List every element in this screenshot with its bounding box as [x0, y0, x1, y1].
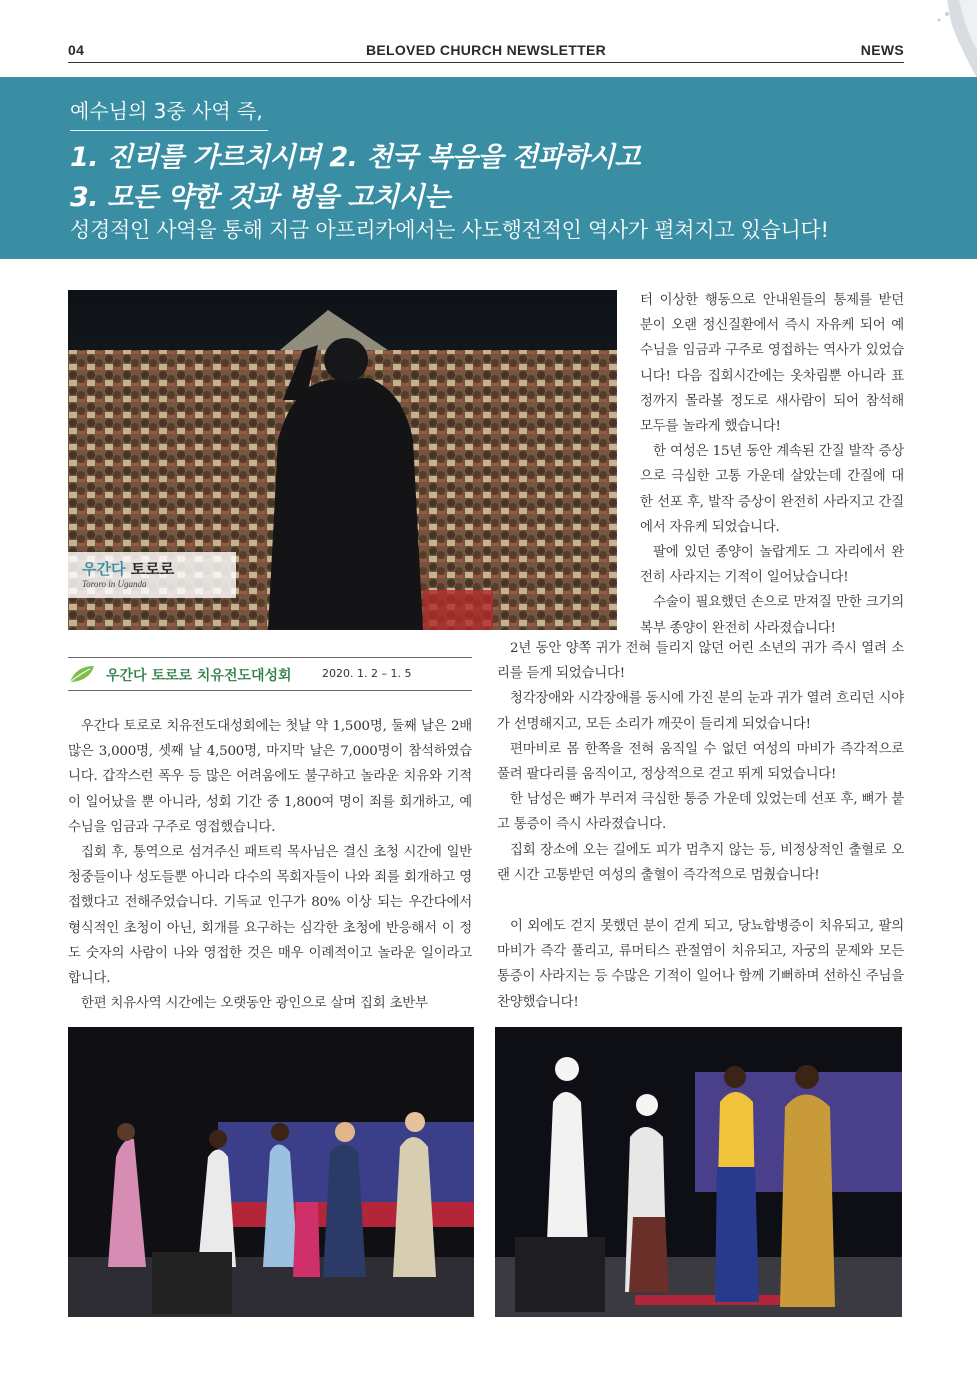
article-text-left — [68, 714, 472, 1016]
paragraph: 한 남성은 뼈가 부러져 극심한 통증 가운데 있었는데 선포 후, 뼈가 붙고 통증이 즉시 사라졌습니다. — [497, 792, 904, 833]
page-number: 04 — [68, 42, 85, 58]
paragraph: 집회 후, 통역으로 섬겨주신 패트릭 목사님은 결신 초청 시간에 일반 청중들이나 성도들뿐 아니라 다수의 목회자들이 나와 죄를 회개하고 영접했다고 전해주었습니다. 기독교 인구가 80% 이상 되는 우간다에서 형식적인 초청이 아닌, 회개를 요구하는 심각한 초청에 반응해서 이 정도 숫자의 사람이 나와 영접한 것은 매우 이례적이고 놀라운 일이라고 합니다. — [68, 845, 472, 987]
paragraph: 한편 치유사역 시간에는 오랫동안 광인으로 살며 집회 초반부 — [81, 996, 428, 1012]
event-title: 우간다 토로로 치유전도대성회 — [106, 668, 292, 684]
paragraph: 팔에 있던 종양이 놀랍게도 그 자리에서 완전히 사라지는 기적이 일어났습니다! — [640, 545, 904, 586]
newsletter-title: BELOVED CHURCH NEWSLETTER — [365, 42, 607, 58]
headline-banner — [0, 77, 977, 259]
paragraph: 편마비로 몸 한쪽을 전혀 움직일 수 없던 여성의 마비가 즉각적으로 풀려 팔다리를 움직이고, 정상적으로 걷고 뛰게 되었습니다! — [497, 741, 904, 783]
article-text-right-top — [640, 288, 904, 641]
article-text-right-final — [497, 914, 904, 1015]
banner-headline-2: 3. 모든 약한 것과 병을 고치시는 — [70, 182, 450, 213]
stage-photo-right — [495, 1027, 902, 1317]
paragraph: 2년 동안 양쪽 귀가 전혀 들리지 않던 어린 소년의 귀가 즉시 열려 소리를 듣게 되었습니다! — [497, 641, 904, 682]
paragraph: 이 외에도 걷지 못했던 분이 걷게 되고, 당뇨합병증이 치유되고, 팔의 마비가 즉각 풀리고, 류머티스 관절염이 치유되고, 자궁의 문제와 모든 통증이 사라지는 등 수많은 기적이 일어나 함께 기뻐하며 선하신 주님을 찬양했습니다! — [497, 919, 904, 1010]
stage-image-left — [68, 1027, 474, 1317]
stage-photo-left — [68, 1027, 474, 1317]
paragraph: 청각장애와 시각장애를 동시에 가진 분의 눈과 귀가 열려 흐리던 시야가 선명해지고, 모든 소리가 깨끗이 들리게 되었습니다! — [497, 691, 904, 732]
paragraph: 우간다 토로로 치유전도대성회에는 첫날 약 1,500명, 둘째 날은 2배 많은 3,000명, 셋째 날 4,500명, 마지막 날은 7,000명이 참석하였습니다. 갑작스런 폭우 등 많은 어려움에도 불구하고 놀라운 치유와 기적이 일어났을 뿐 아니라, 성회 기간 중 1,800여 명이 죄를 회개하고, 예수님을 임금과 구주로 영접했습니다. — [68, 719, 472, 835]
paragraph: 집회 장소에 오는 길에도 피가 멈추지 않는 등, 비정상적인 출혈로 오랜 시간 고통받던 여성의 출혈이 즉각적으로 멈췄습니다! — [497, 842, 904, 883]
stage-image-right — [495, 1027, 902, 1317]
caption-location: 우간다 토로로 — [82, 560, 175, 578]
article-text-right-bottom — [497, 636, 904, 888]
paragraph: 한 여성은 15년 동안 계속된 간질 발작 증상으로 극심한 고통 가운데 살았는데 간질에 대한 선포 후, 발작 증상이 완전히 사라지고 간질에서 자유케 되었습니다. — [640, 444, 904, 535]
banner-headline-1: 1. 진리를 가르치시며 2. 천국 복음을 전파하시고 — [70, 142, 640, 173]
leaf-icon — [68, 664, 98, 684]
photo-caption — [68, 552, 236, 598]
caption-english: Tororo in Uganda — [82, 579, 147, 589]
corner-decoration — [907, 0, 977, 80]
paragraph: 터 이상한 행동으로 안내원들의 통제를 받던 분이 오랜 정신질환에서 즉시 자유케 되어 예수님을 임금과 구주로 영접하는 역사가 있었습니다! 다음 집회시간에는 옷차림뿐 아니라 표정까지 몰라볼 정도로 새사람이 되어 참석해 모두를 놀라게 했습니다! — [640, 293, 904, 435]
banner-subheadline: 성경적인 사역을 통해 지금 아프리카에서는 사도행전적인 역사가 펼쳐지고 있습니다! — [70, 218, 829, 242]
banner-underline — [70, 130, 268, 131]
page-header — [68, 38, 904, 63]
paragraph: 수술이 필요했던 손으로 만져질 만한 크기의 복부 종양이 완전히 사라졌습니다! — [640, 595, 904, 636]
section-label: NEWS — [860, 42, 904, 58]
event-title-bar — [68, 657, 472, 691]
banner-intro: 예수님의 3중 사역 즉, — [70, 99, 263, 123]
event-date: 2020. 1. 2 – 1. 5 — [322, 667, 412, 680]
crowd-photo — [68, 290, 617, 630]
